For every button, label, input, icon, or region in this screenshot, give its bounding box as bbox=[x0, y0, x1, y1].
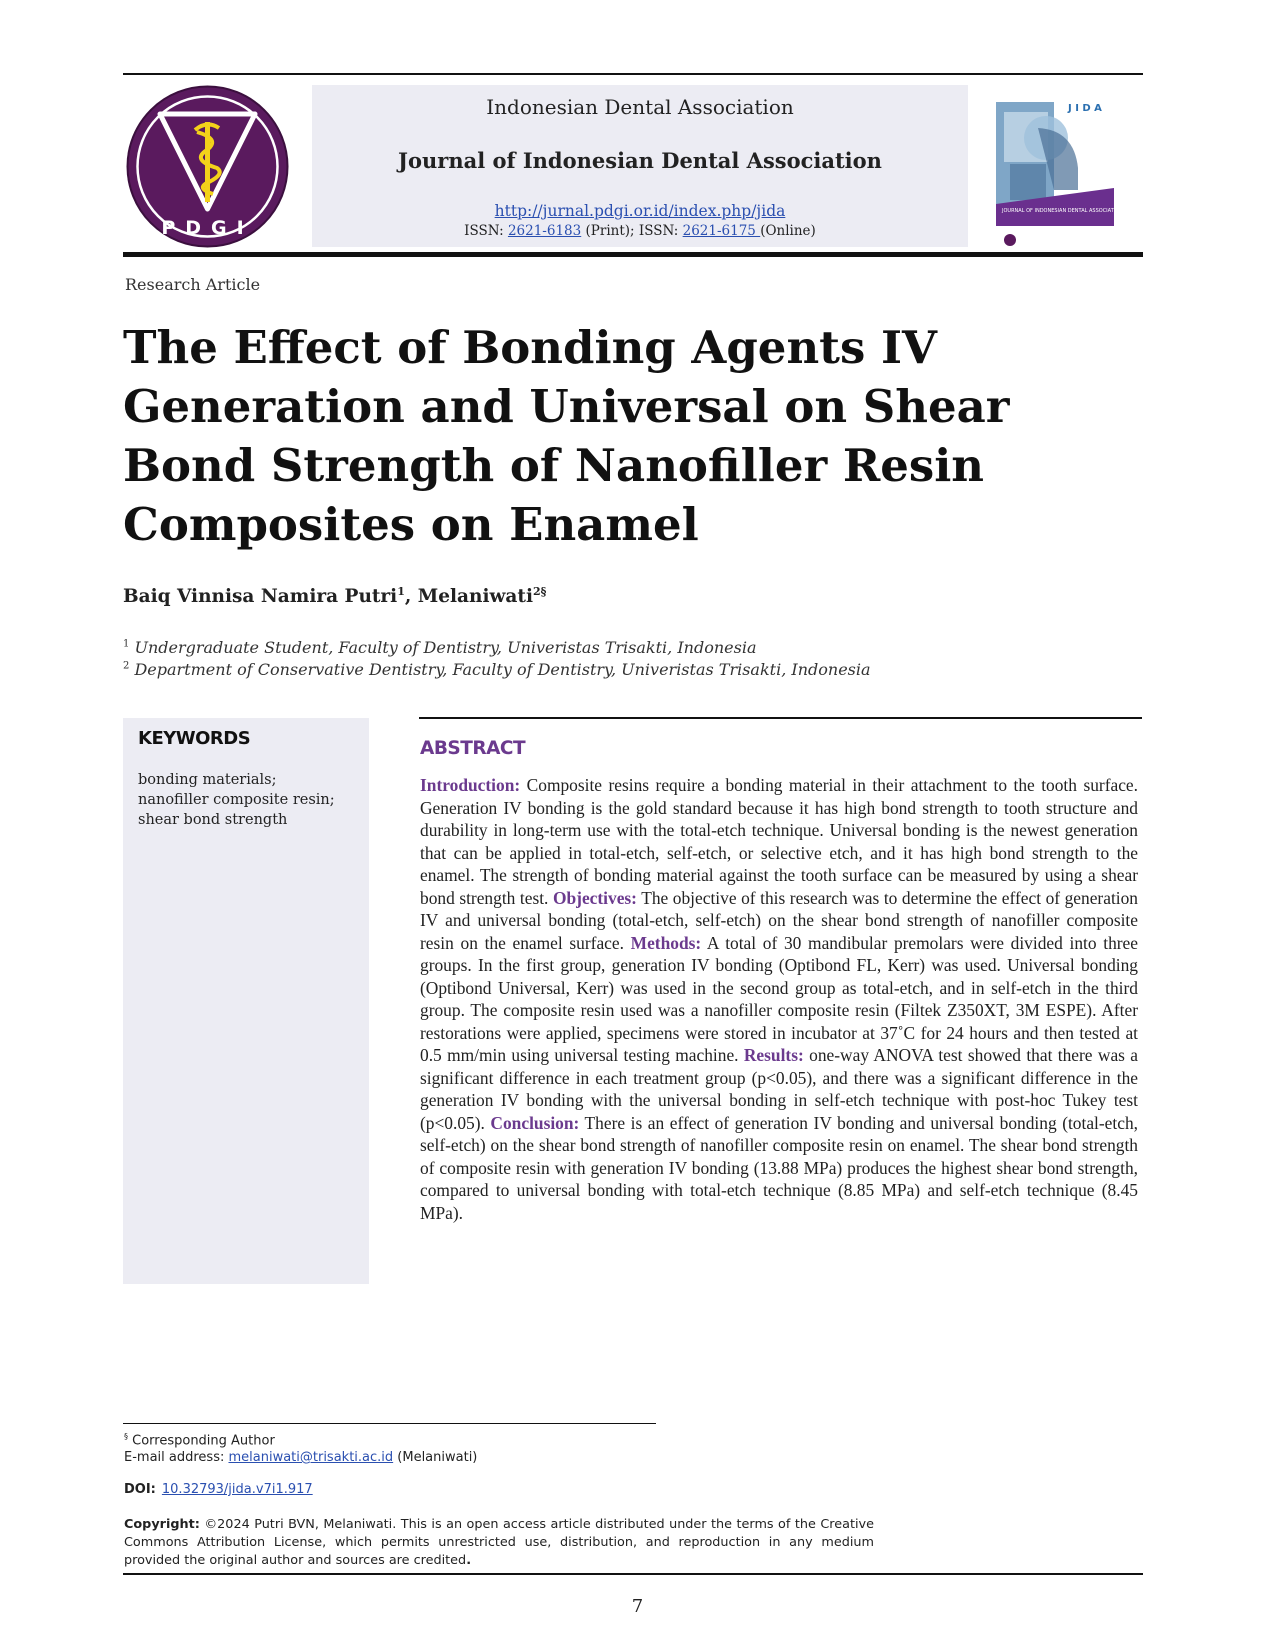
intro-text: Composite resins require a bonding material in their attachment to the tooth surface. Generation IV bonding is the gold standard because it has high bond strength to tooth structure and durability in long-term use with the total-etch technique. Universal bonding is the newest generation that can be applied in total-etch, self-etch, or selective etch, and it has high bond strength to the enamel. The strength of bonding material against the tooth surface can be measured by using a shear bond strength test. bbox=[420, 775, 1138, 908]
affiliation-2 bbox=[123, 660, 871, 679]
issn-online-link[interactable]: 2621-6175 bbox=[682, 223, 761, 239]
author-2: Melaniwati bbox=[417, 586, 533, 608]
journal-url-link[interactable]: http://jurnal.pdgi.or.id/index.php/jida bbox=[494, 202, 786, 220]
keyword-item: shear bond strength bbox=[138, 812, 288, 828]
top-rule bbox=[123, 73, 1143, 75]
corresponding-author-note bbox=[124, 1432, 275, 1448]
results-text: one-way ANOVA test showed that there was a significant difference in each treatment group (p<0.05), and there was a significant difference in the generation IV bonding with the universal bonding in self-etch technique with post-hoc Tukey test (p<0.05). bbox=[420, 1045, 1139, 1133]
copyright-text: ©2024 Putri BVN, Melaniwati. This is an open access article distributed under the terms of the Creative Commons Attribution License, which permits unrestricted use, distribution, and reproduction in any medium provided the original author and sources are credited bbox=[124, 1517, 874, 1568]
issn-prefix: ISSN: bbox=[464, 223, 508, 239]
affiliation-2-text: Department of Conservative Dentistry, Faculty of Dentistry, Univeristas Trisakti, Indonesia bbox=[129, 660, 871, 679]
article-type: Research Article bbox=[125, 275, 261, 294]
conclusion-text: There is an effect of generation IV bonding and universal bonding (total-etch, self-etch) on the shear bond strength of nanofiller composite resin on enamel. The shear bond strength of composite resin with generation IV bonding (13.88 MPa) produces the highest shear bond strength, compared to universal bonding with total-etch technique (8.85 MPa) and self-etch technique (8.45 MPa). bbox=[420, 1112, 1138, 1223]
header-bottom-rule bbox=[123, 252, 1143, 257]
abstract-heading: ABSTRACT bbox=[420, 738, 526, 759]
author-separator: , bbox=[404, 586, 418, 608]
article-title: The Effect of Bonding Agents IV Generation and Universal on Shear Bond Strength of Nanofiller Resin Composites on Enamel bbox=[123, 321, 1010, 551]
doi-label: DOI: bbox=[124, 1482, 156, 1497]
methods-label: Methods: bbox=[630, 932, 702, 953]
journal-header bbox=[312, 85, 968, 247]
footnote-rule bbox=[123, 1423, 656, 1424]
cover-title: JOURNAL OF INDONESIAN DENTAL ASSOCIATION bbox=[1002, 208, 1114, 214]
affiliation-1 bbox=[123, 638, 756, 657]
page-number: 7 bbox=[631, 1596, 644, 1617]
issn-line bbox=[312, 223, 968, 239]
intro-label: Introduction: bbox=[420, 775, 521, 795]
objectives-text: The objective of this research was to determine the effect of generation IV and universal bonding (total-etch, self-etch) on the shear bond strength of nanofiller composite resin on the enamel surface. bbox=[420, 887, 1138, 953]
keywords-heading: KEYWORDS bbox=[138, 728, 251, 749]
author-2-sup: 2§ bbox=[533, 585, 547, 598]
issn-print-link[interactable]: 2621-6183 bbox=[507, 223, 582, 239]
author-1-sup: 1 bbox=[397, 585, 405, 598]
copyright-notice bbox=[124, 1516, 874, 1570]
issn-print-suffix: (Print); ISSN: bbox=[581, 223, 683, 239]
journal-cover-image bbox=[996, 98, 1114, 250]
pdgi-logo bbox=[125, 84, 290, 249]
keyword-item: nanofiller composite resin; bbox=[138, 792, 335, 808]
email-label: E-mail address: bbox=[124, 1450, 229, 1465]
doi-line bbox=[124, 1482, 313, 1497]
email-line bbox=[124, 1450, 477, 1465]
email-link[interactable]: melaniwati@trisakti.ac.id bbox=[228, 1450, 394, 1465]
keywords-panel bbox=[123, 718, 369, 1284]
keywords-list bbox=[138, 770, 335, 830]
copyright-label: Copyright: bbox=[124, 1517, 200, 1532]
logo-lettering: PDGI bbox=[161, 217, 254, 239]
conclusion-label: Conclusion: bbox=[490, 1112, 580, 1133]
affiliation-1-num: 1 bbox=[123, 638, 130, 650]
association-name: Indonesian Dental Association bbox=[486, 95, 794, 119]
doi-link[interactable]: 10.32793/jida.v7i1.917 bbox=[161, 1482, 313, 1497]
corresponding-label: Corresponding Author bbox=[128, 1433, 275, 1449]
corresponding-sup: § bbox=[124, 1432, 128, 1441]
issn-online-suffix: (Online) bbox=[760, 223, 816, 239]
affiliation-1-text: Undergraduate Student, Faculty of Dentistry, Univeristas Trisakti, Indonesia bbox=[129, 638, 757, 657]
author-list bbox=[123, 585, 546, 607]
author-1: Baiq Vinnisa Namira Putri bbox=[123, 586, 398, 608]
objectives-label: Objectives: bbox=[552, 887, 637, 908]
abstract-rule bbox=[419, 717, 1142, 719]
email-suffix: (Melaniwati) bbox=[393, 1450, 478, 1465]
cover-brand: J I D A bbox=[1068, 103, 1102, 114]
copyright-end: . bbox=[466, 1553, 472, 1568]
journal-name: Journal of Indonesian Dental Association bbox=[398, 148, 882, 173]
results-label: Results: bbox=[743, 1045, 804, 1065]
footer-rule bbox=[123, 1573, 1143, 1575]
affiliation-2-num: 2 bbox=[123, 660, 130, 672]
journal-url[interactable] bbox=[312, 202, 968, 220]
methods-text: A total of 30 mandibular premolars were divided into three groups. In the first group, generation IV bonding (Optibond FL, Kerr) was used. Universal bonding (Optibond Universal, Kerr) was used in the second group as total-etch, and in self-etch in the third group. The composite resin used was a nanofiller composite resin (Filtek Z350XT, 3M ESPE). After restorations were applied, specimens were stored in incubator at 37˚C for 24 hours and then tested at 0.5 mm/min using universal testing machine. bbox=[420, 932, 1138, 1065]
keyword-item: bonding materials; bbox=[138, 772, 277, 788]
abstract-body bbox=[420, 774, 1138, 1224]
